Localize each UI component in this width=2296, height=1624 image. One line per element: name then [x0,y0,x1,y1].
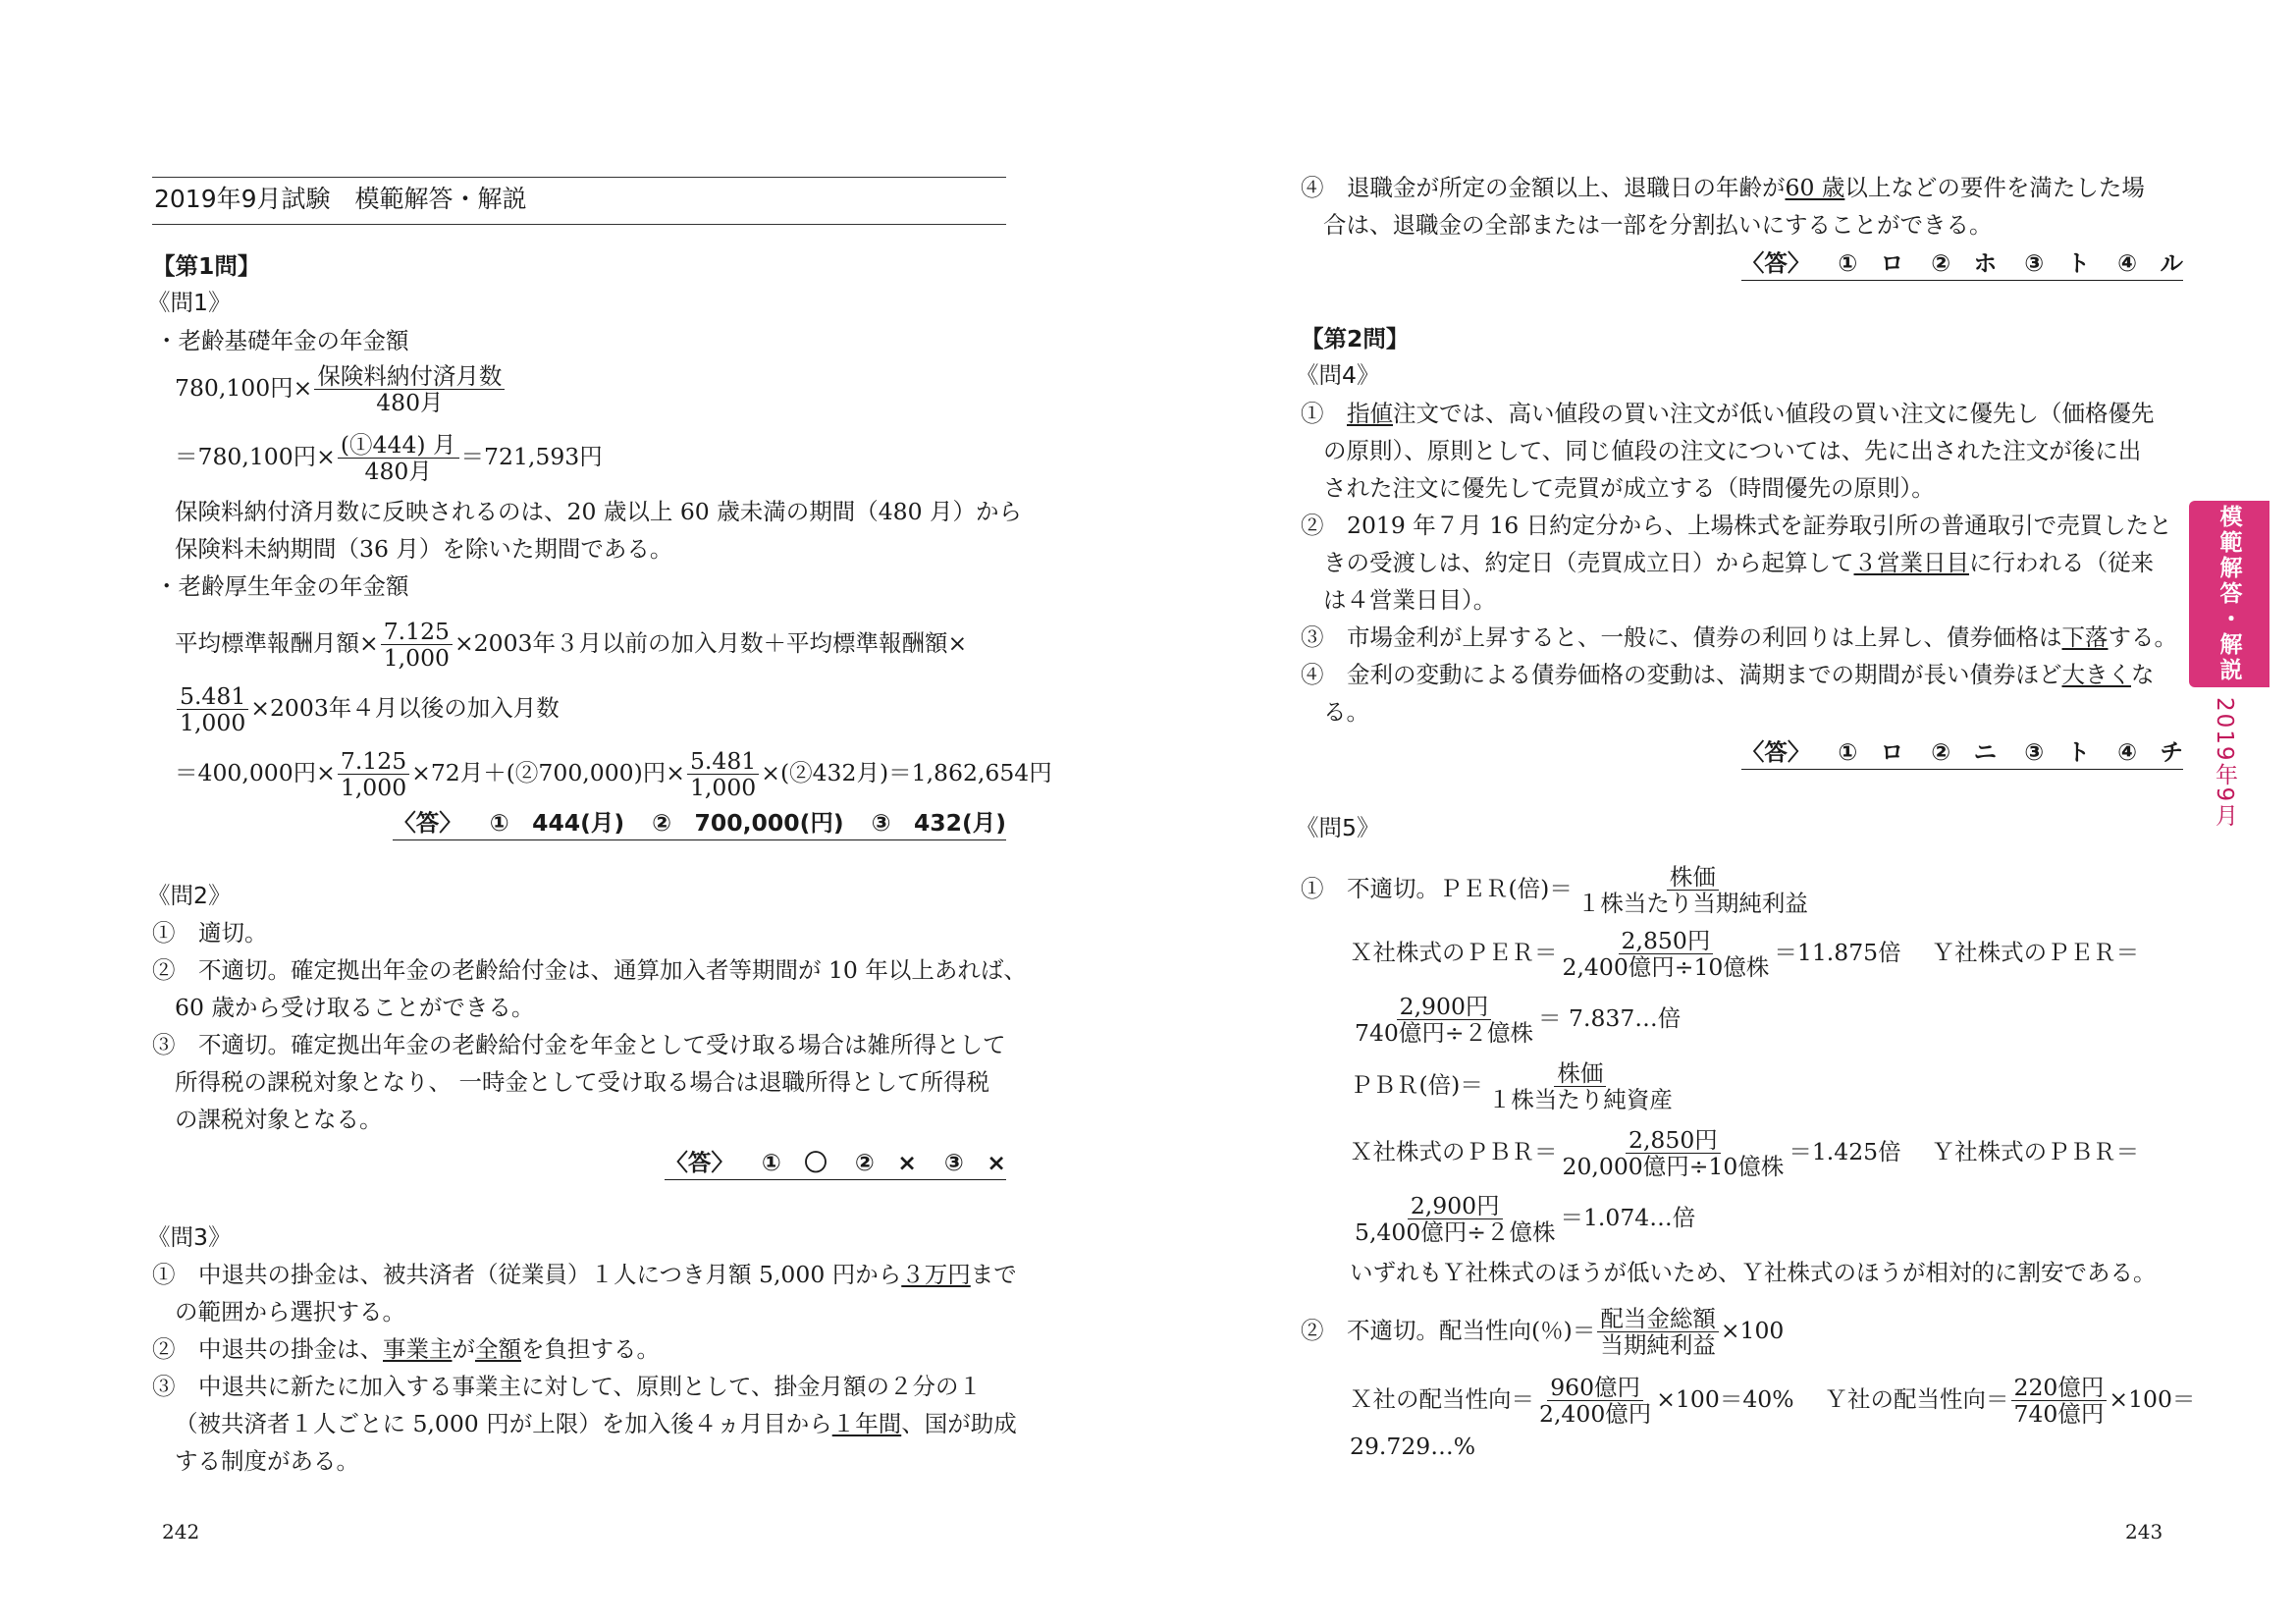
eq-text: ×2003年４月以後の加入月数 [250,694,560,722]
text-segment: が [452,1335,475,1363]
equation-kosei-1 [175,619,967,671]
text-segment: を負担する。 [521,1335,660,1363]
underlined-term: ３万円 [901,1261,971,1288]
eq-text: ×2003年３月以前の加入月数＋平均標準報酬額× [454,629,968,657]
page-header: 2019年9月試験 模範解答・解説 [154,185,527,213]
eq-text: ＝1.074…倍 [1560,1204,1696,1231]
equation-pbr-def [1350,1060,1678,1112]
chapter-date: 2019年9月 [2212,697,2237,829]
paragraph-line: 60 歳から受け取ることができる。 [175,994,535,1021]
eq-text: ×100 [1720,1317,1785,1344]
eq-text: ① 不適切。ＰＥＲ(倍)＝ [1301,875,1573,902]
fraction [338,432,459,484]
fraction-denominator: 1,000 [383,644,450,672]
fraction-numerator: 5.481 [687,748,759,775]
section-title-2: 【第2問】 [1301,325,1410,352]
fraction [1352,1193,1558,1245]
question-title-4: 《問4》 [1296,361,1380,389]
fraction-denominator: 1,000 [689,774,757,801]
fraction [1560,1127,1788,1179]
text-segment: ③ 市場金利が上昇すると、一般に、債券の利回りは上昇し、債券価格は [1301,623,2062,651]
section-title-1: 【第1問】 [152,252,261,280]
paragraph-line: 所得税の課税対象となり、 一時金として受け取る場合は退職所得として所得税 [175,1068,989,1096]
paragraph-line: ② 不適切。確定拠出年金の老齢給付金は、通算加入者等期間が 10 年以上あれば、 [152,956,1027,984]
fraction-numerator: 7.125 [338,748,409,775]
paragraph-line [1301,399,2155,428]
fraction-denominator: 20,000億円÷10億株 [1562,1153,1785,1180]
fraction-numerator: 2,850円 [1619,928,1714,954]
fraction [338,748,409,800]
equation-kosei-2 [175,683,560,735]
paragraph-line: 保険料納付済月数に反映されるのは、20 歳以上 60 歳未満の期間（480 月）から [175,498,1023,525]
fraction-numerator: 220億円 [2011,1375,2108,1401]
equation-per-def [1301,864,1813,916]
answer-item: ③ × [943,1149,1006,1176]
paragraph-line [175,1409,1017,1438]
equation-kosei-3 [175,748,1052,800]
equation-kiso-1 [175,363,507,415]
fraction [1352,994,1536,1046]
equation-pbr-x [1350,1127,2139,1179]
text-segment: まで [970,1261,1017,1288]
eq-text: ＝400,000円× [175,759,336,786]
fraction-denominator: 1,000 [180,709,246,736]
answer-item: ② ホ [1931,249,1998,277]
paragraph-line [1301,173,2145,202]
fraction-numerator: (①444) 月 [338,432,459,459]
fraction [177,683,248,735]
text-segment: ① 中退共の掛金は、被共済者（従業員）１人につき月額 5,000 円から [152,1261,902,1288]
answer-q3 [1741,247,2183,281]
fraction-denominator: １株当たり当期純利益 [1576,890,1808,917]
fraction [687,748,759,800]
underlined-term: 60 歳 [1785,174,1845,201]
answer-item: ③ ト [2024,738,2091,766]
eq-text: 平均標準報酬月額× [175,629,379,657]
eq-text: ＝721,593円 [460,443,603,470]
answer-q4 [1741,736,2183,770]
underlined-term: 下落 [2061,623,2109,651]
paragraph-line [1323,548,2154,577]
fraction-denominator: 1,000 [340,774,407,801]
eq-text: Ｘ社株式のＰＥＲ＝ [1350,939,1558,966]
chapter-tab [2189,501,2269,687]
answer-label: 〈答〉 [665,1149,734,1176]
kiso-label: ・老齢基礎年金の年金額 [155,327,409,354]
equation-payout-def [1301,1306,1784,1358]
fraction-denominator: 2,400億円÷10億株 [1562,953,1770,981]
text-segment: する。 [2108,623,2177,651]
question-title-1: 《問1》 [147,289,232,316]
paragraph-line: る。 [1323,698,1369,726]
eq-text: ×(②432月)＝1,862,654円 [761,759,1052,786]
answer-item: ④ ル [2117,249,2183,277]
fraction-numerator: 保険料納付済月数 [314,363,505,390]
kosei-label: ・老齢厚生年金の年金額 [155,572,409,600]
question-title-5: 《問5》 [1296,814,1380,841]
paragraph-line: する制度がある。 [175,1447,359,1475]
eq-text: ＰＢＲ(倍)＝ [1350,1071,1483,1099]
fraction-numerator: 2,900円 [1408,1193,1503,1219]
answer-item: ③ 432(月) [871,809,1006,837]
eq-text: Ｘ社の配当性向＝ [1350,1385,1534,1413]
eq-text: ② 不適切。配当性向(％)＝ [1301,1317,1596,1344]
eq-text: ＝780,100円× [175,443,336,470]
underlined-term: 大きく [2061,661,2131,688]
answer-label: 〈答〉 [393,809,462,837]
answer-item: ① 〇 [761,1149,828,1176]
answer-q1 [393,807,1006,840]
text-segment: 以上などの要件を満たした場 [1844,174,2145,201]
answer-item: ② ニ [1931,738,1998,766]
equation-per-x [1350,928,2139,980]
right-page [1148,0,2296,1624]
answer-item: ④ チ [2117,738,2183,766]
answer-label: 〈答〉 [1740,738,1811,766]
fraction-denominator: 740億円 [2013,1400,2105,1428]
page-number: 242 [162,1520,200,1543]
question-title-2: 《問2》 [147,882,232,909]
paragraph-line [1301,660,2155,689]
eq-text: ×100＝ [2109,1385,2196,1413]
fraction-numerator: 配当金総額 [1597,1306,1719,1332]
eq-text: Ｘ社株式のＰＢＲ＝ [1350,1138,1558,1165]
paragraph-line: の範囲から選択する。 [175,1298,405,1326]
fraction-denominator: 当期純利益 [1600,1331,1716,1359]
answer-item: ① ロ [1838,738,1904,766]
eq-text: 780,100円× [175,374,313,402]
underlined-term: １年間 [831,1410,902,1437]
answer-item: ② × [854,1149,917,1176]
header-rule-bottom [152,224,1006,225]
fraction-numerator: 2,850円 [1626,1127,1721,1154]
answer-item: ① ロ [1838,249,1904,277]
equation-payout-xy [1350,1375,2195,1427]
answer-q2 [665,1147,1006,1180]
paragraph-line: の課税対象となる。 [175,1106,383,1133]
paragraph-line: 29.729…% [1350,1433,1476,1460]
paragraph-line [152,1260,1017,1289]
text-segment: ④ 金利の変動による債券価格の変動は、満期までの期間が長い債券ほど [1301,661,2062,688]
text-segment: ① [1301,400,1347,427]
paragraph-line: いずれもＹ社株式のほうが低いため、Ｙ社株式のほうが相対的に割安である。 [1350,1259,2157,1286]
paragraph-line: 合は、退職金の全部または一部を分割払いにすることができる。 [1323,211,1993,239]
eq-text: ×72月＋(②700,000)円× [411,759,685,786]
eq-text: ×100＝40% Ｙ社の配当性向＝ [1656,1385,2009,1413]
answer-item: ② 700,000(円) [652,809,844,837]
fraction-denominator: 2,400億円 [1539,1400,1652,1428]
fraction [1485,1060,1676,1112]
paragraph-line [152,1334,660,1364]
fraction-denominator: 5,400億円÷２億株 [1355,1218,1556,1246]
eq-text: ＝11.875倍 Ｙ社株式のＰＥＲ＝ [1774,939,2140,966]
paragraph-line: ① 適切。 [152,919,268,947]
fraction-denominator: 480月 [376,389,444,416]
fraction-numerator: 5.481 [177,683,248,710]
text-segment: きの受渡しは、約定日（売買成立日）から起算して [1323,549,1854,576]
paragraph-line: ③ 不適切。確定拠出年金の老齢給付金を年金として受け取る場合は雑所得として [152,1031,1006,1058]
underlined-term: 事業主 [383,1335,453,1363]
fraction [1575,864,1811,916]
text-segment: 注文では、高い値段の買い注文が低い値段の買い注文に優先し（価格優先 [1393,400,2155,427]
text-segment: 、国が助成 [901,1410,1017,1437]
paragraph-line: は４営業日目）。 [1323,586,1497,614]
fraction-numerator: 株価 [1667,864,1719,891]
text-segment: ② 中退共の掛金は、 [152,1335,383,1363]
paragraph-line [1301,623,2177,652]
answer-label: 〈答〉 [1740,249,1811,277]
fraction-denominator: 480月 [364,458,432,485]
fraction [314,363,505,415]
fraction-numerator: 960億円 [1547,1375,1643,1401]
fraction [381,619,453,671]
question-title-3: 《問3》 [147,1223,232,1251]
text-segment: （被共済者１人ごとに 5,000 円が上限）を加入後４ヵ月目から [175,1410,832,1437]
fraction-numerator: 株価 [1554,1060,1606,1087]
equation-pbr-y [1350,1193,1695,1245]
fraction [2011,1375,2108,1427]
chapter-tab-label: 模範解答・解説 [2216,505,2242,683]
text-segment: に行われる（従来 [1969,549,2154,576]
underlined-term: 全額 [475,1335,521,1363]
fraction-denominator: 740億円÷２億株 [1355,1019,1534,1047]
equation-per-y [1350,994,1681,1046]
eq-text: ＝ 7.837…倍 [1538,1004,1682,1032]
text-segment: な [2131,661,2155,688]
fraction [1560,928,1773,980]
underlined-term: ３営業日目 [1853,549,1969,576]
paragraph-line: の原則）、原則として、同じ値段の注文については、先に出された注文が後に出 [1323,437,2142,464]
eq-text: ＝1.425倍 Ｙ社株式のＰＢＲ＝ [1789,1138,2140,1165]
fraction-numerator: 7.125 [381,619,453,645]
page-number: 243 [2125,1520,2163,1543]
paragraph-line: ② 2019 年７月 16 日約定分から、上場株式を証券取引所の普通取引で売買したと [1301,512,2172,539]
fraction [1536,1375,1654,1427]
paragraph-line: ③ 中退共に新たに加入する事業主に対して、原則として、掛金月額の２分の１ [152,1373,983,1400]
paragraph-line: 保険料未納期間（36 月）を除いた期間である。 [175,535,673,563]
fraction-numerator: 2,900円 [1397,994,1492,1020]
fraction [1597,1306,1719,1358]
header-rule-top [152,177,1006,178]
underlined-term: 指値 [1347,400,1393,427]
equation-kiso-2 [175,432,603,484]
answer-item: ③ ト [2024,249,2091,277]
text-segment: ④ 退職金が所定の金額以上、退職日の年齢が [1301,174,1786,201]
fraction-denominator: １株当たり純資産 [1487,1086,1673,1113]
paragraph-line: された注文に優先して売買が成立する（時間優先の原則）。 [1323,474,1935,502]
answer-item: ① 444(月) [489,809,625,837]
